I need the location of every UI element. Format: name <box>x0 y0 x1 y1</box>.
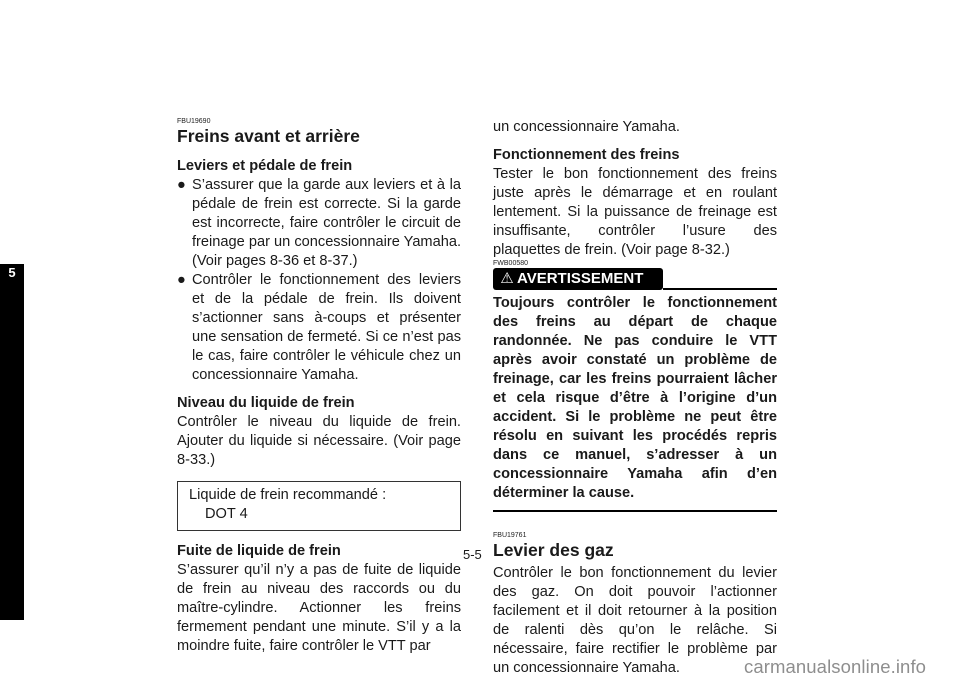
section-code: FBU19690 <box>177 118 211 125</box>
subheading-fluid-leak: Fuite de liquide de frein <box>177 543 341 559</box>
bullet-item: ● S’assurer que la garde aux leviers et à la pédale de frein est correcte. Si la garde est incorrecte, faire contrôler le circuit de freinage par un concessionnaire Yamaha. (Voir pages 8-36 et 8-37.) <box>177 177 461 269</box>
paragraph-brake-function: Tester le bon fonctionnement des freins juste après le démarrage et en roulant lentement. Si la puissance de freinage est insuffisante, contrôler l’usure des plaquettes de frein. (Voir page 8-32.) <box>493 166 777 258</box>
right-column <box>493 0 777 678</box>
warning-code: FWB00580 <box>493 260 529 267</box>
watermark: carmanualsonline.info <box>744 656 927 677</box>
paragraph-throttle: Contrôler le bon fonctionnement du levier des gaz. On doit pouvoir l’actionner facilement et il doit retourner à la position de ralenti dès qu’on le relâche. Si nécessaire, faire rectifier le problème par un concessionnaire Yamaha. <box>493 564 777 676</box>
subheading-levers: Leviers et pédale de frein <box>177 158 353 174</box>
warning-header <box>493 268 777 290</box>
bullet-icon: ● <box>177 272 186 288</box>
warning-text: Toujours contrôler le fonctionnement des freins au départ de chaque randonnée. Ne pas conduire le VTT après avoir constaté un problème de freinage, car les freins pourraient lâcher et cela risque d’être à l’origine d’un accident. Si le problème ne peut être résolu en suivant les procédés repris dans ce manuel, s’adresser à un concessionnaire Yamaha afin d’en déterminer la cause. <box>493 295 777 501</box>
warning-icon: ⚠ <box>500 270 514 287</box>
page-number: 5-5 <box>463 547 482 562</box>
subheading-fluid-level: Niveau du liquide de frein <box>177 395 355 411</box>
section-title-brakes: Freins avant et arrière <box>177 126 360 146</box>
warning-badge: ⚠ AVERTISSEMENT <box>493 268 663 290</box>
subheading-brake-function: Fonctionnement des freins <box>493 147 680 163</box>
paragraph-continued: un concessionnaire Yamaha. <box>493 119 680 135</box>
paragraph-fluid-leak: S’assurer qu’il n’y a pas de fuite de liquide de frein au niveau des raccords ou du maître-cylindre. Actionner les freins fermement pendant une minute. S’il y a la moindre fuite, faire contrôler le VTT par <box>177 562 461 654</box>
spec-label: Liquide de frein recommandé : <box>189 487 387 503</box>
warning-rule-top <box>663 288 777 290</box>
section-title-throttle: Levier des gaz <box>493 539 614 560</box>
paragraph-fluid-level: Contrôler le niveau du liquide de frein. Ajouter du liquide si nécessaire. (Voir page 8-33.) <box>177 414 461 468</box>
chapter-tab-number: 5 <box>8 265 16 280</box>
bullet-icon: ● <box>177 177 186 193</box>
spec-box <box>177 481 461 531</box>
section-code: FBU19761 <box>493 531 527 539</box>
bullet-item: ● Contrôler le fonctionnement des leviers et de la pédale de frein. Ils doivent s’actionner sans à-coups et présenter une sensation de fermeté. Si ce n’est pas le cas, faire contrôler le véhicule chez un concessionnaire Yamaha. <box>177 272 461 383</box>
spec-value: DOT 4 <box>205 506 248 522</box>
left-column <box>177 0 461 656</box>
chapter-tab <box>0 264 24 620</box>
